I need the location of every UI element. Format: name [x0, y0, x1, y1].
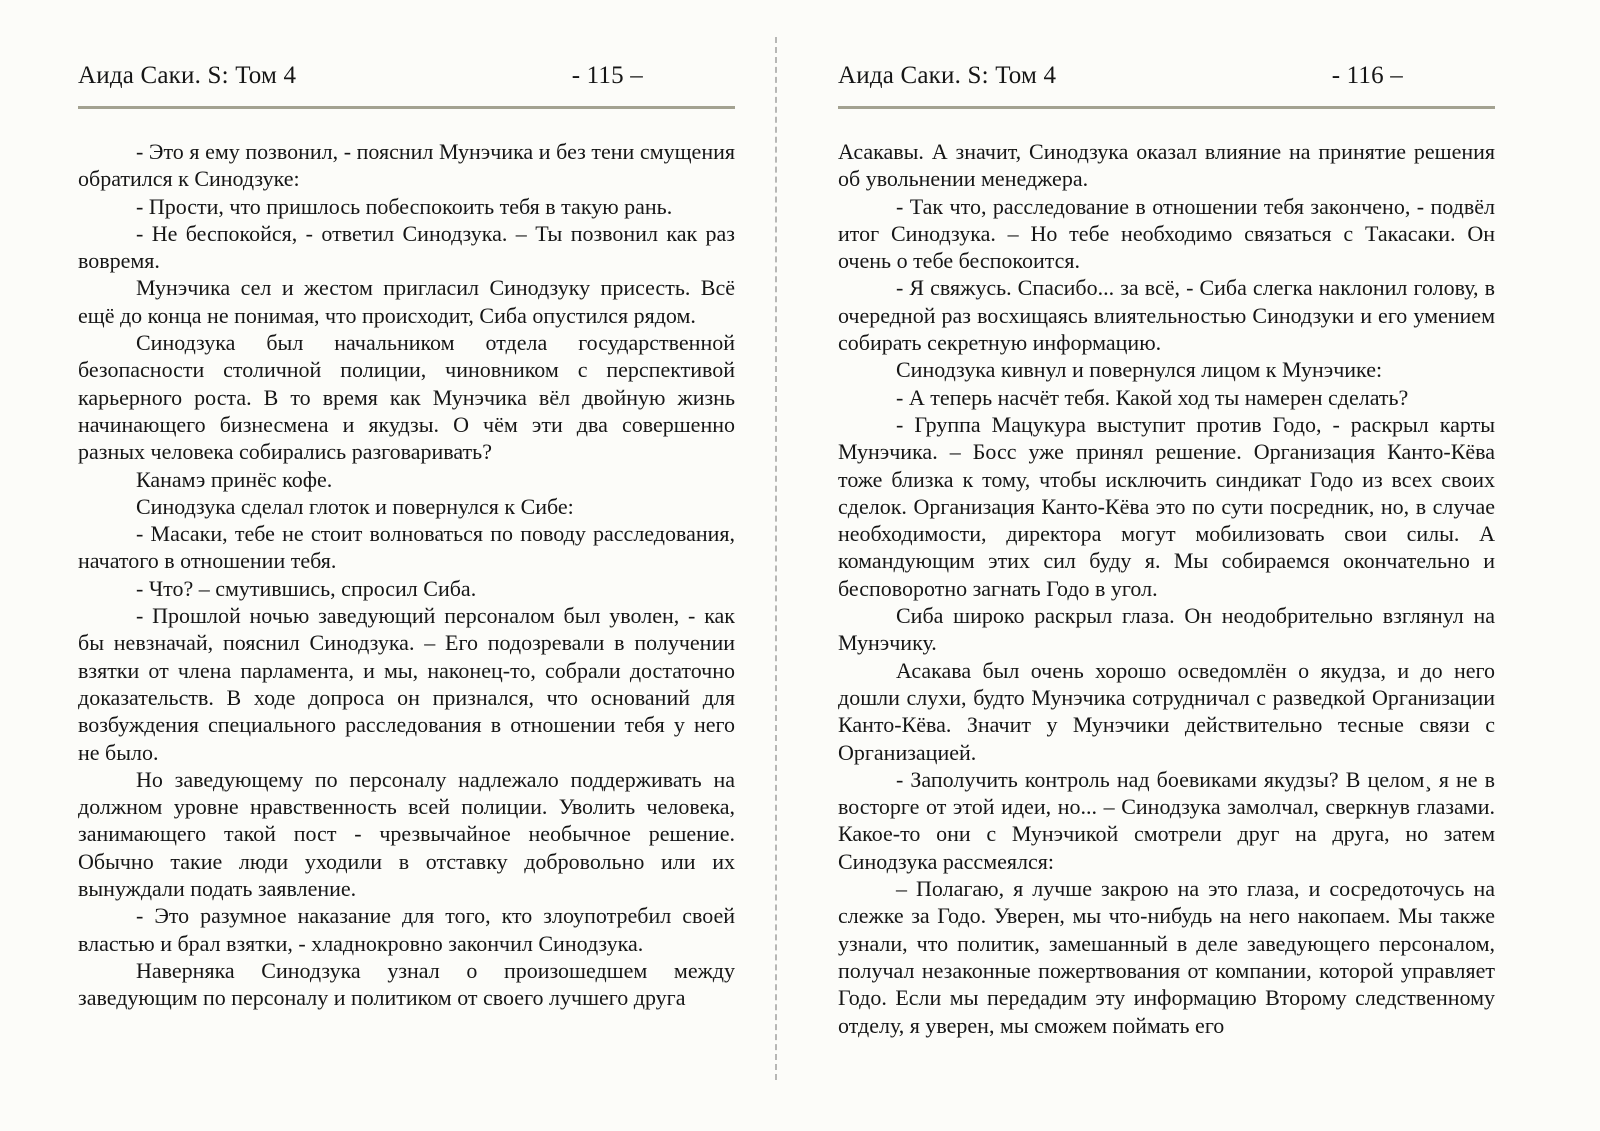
- paragraph: - Прости, что пришлось побеспокоить тебя в такую рань.: [136, 193, 673, 219]
- page-left-header: [78, 0, 735, 90]
- paragraph: - Масаки, тебе не стоит волноваться по поводу расследования, начатого в отношении тебя.: [78, 521, 735, 574]
- paragraph: - Так что, расследование в отношении тебя закончено, - подвёл итог Синодзука. – Но тебе необходимо связаться с Такасаки. Он очень о тебе беспокоится.: [838, 193, 1495, 274]
- paragraph: - Это разумное наказание для того, кто злоупотребил своей властью и брал взятки, - хладнокровно закончил Синодзука.: [78, 903, 735, 956]
- paragraph: Синодзука сделал глоток и повернулся к Сибе:: [136, 493, 574, 519]
- paragraph: - Это я ему позвонил, - пояснил Мунэчика и без тени смущения обратился к Синодзуке:: [78, 139, 735, 192]
- running-title: Аида Саки. S: Том 4: [78, 62, 297, 89]
- paragraph: - Заполучить контроль над боевиками якудзы? В целом¸ я не в восторге от этой идеи, но... – Синодзука замолчал, сверкнув глазами. Какое-то они с Мунэчикой смотрели друг на друга, но затем Синодзука рассмеялся:: [838, 766, 1495, 874]
- page-left: [78, 0, 735, 1012]
- paragraph: - Не беспокойся, - ответил Синодзука. – Ты позвонил как раз вовремя.: [78, 220, 735, 274]
- page-divider: [775, 37, 777, 1080]
- paragraph: Мунэчика сел и жестом пригласил Синодзуку присесть. Всё ещё до конца не понимая, что происходит, Сиба опустился рядом.: [78, 275, 735, 328]
- paragraph: Но заведующему по персоналу надлежало поддерживать на должном уровне нравственность всей полиции. Уволить человека, занимающего такой пост - чрезвычайное необычное решение. Обычно такие люди уходили в отставку добровольно или их вынуждали подать заявление.: [78, 766, 735, 902]
- header-rule: [838, 106, 1495, 109]
- paragraph: - Что? – смутившись, спросил Сиба.: [136, 575, 477, 601]
- paragraph: Асакава был очень хорошо осведомлён о якудза, и до него дошли слухи, будто Мунэчика сотрудничал с разведкой Организации Канто-Кёва. Значит у Мунэчики действительно тесные связи с Организацией.: [838, 657, 1495, 765]
- paragraph: – Полагаю, я лучше закрою на это глаза, и сосредоточусь на слежке за Годо. Уверен, мы что-нибудь на него накопаем. Мы также узнали, что политик, замешанный в деле заведующего персоналом, получал незаконные пожертвования от компании, которой управляет Годо. Если мы передадим эту информацию Второму следственному отделу, я уверен, мы сможем поймать его: [838, 876, 1495, 1038]
- page-right: [838, 0, 1495, 1039]
- paragraph: Канамэ принёс кофе.: [136, 466, 333, 492]
- paragraph: - Группа Мацукура выступит против Годо, - раскрыл карты Мунэчика. – Босс уже принял решение. Организация Канто-Кёва тоже близка к тому, чтобы исключить синдикат Годо из всех своих сделок. Организация Канто-Кёва это по сути посредник, но, в случае необходимости, директора могут мобилизовать свои силы. А командующим этих сил буду я. Мы собираемся окончательно и бесповоротно загнать Годо в угол.: [838, 411, 1495, 601]
- paragraph: - А теперь насчёт тебя. Какой ход ты намерен сделать?: [896, 384, 1409, 410]
- paragraph: Наверняка Синодзука узнал о произошедшем между заведующим по персоналу и политиком от своего лучшего друга: [78, 957, 735, 1011]
- paragraph: Сиба широко раскрыл глаза. Он неодобрительно взглянул на Мунэчику.: [838, 603, 1495, 656]
- paragraph: - Я свяжусь. Спасибо... за всё, - Сиба слегка наклонил голову, в очередной раз восхищаясь влиятельностью Синодзуки и его умением собирать секретную информацию.: [838, 275, 1495, 356]
- paragraph: Асакавы. А значит, Синодзука оказал влияние на принятие решения об увольнении менеджера.: [838, 139, 1495, 192]
- page-number: - 116 –: [1331, 62, 1403, 89]
- page-right-body: [838, 138, 1495, 1039]
- paragraph: - Прошлой ночью заведующий персоналом был уволен, - как бы невзначай, пояснил Синодзука. – Его подозревали в получении взятки от члена парламента, и мы, наконец-то, собрали достаточно доказательств. В ходе допроса он признался, что оснований для возбуждения специального расследования в отношении тебя у него не было.: [78, 603, 735, 765]
- header-rule: [78, 106, 735, 109]
- page-number: - 115 –: [571, 62, 643, 89]
- paragraph: Синодзука кивнул и повернулся лицом к Мунэчике:: [896, 357, 1383, 383]
- page-left-body: [78, 138, 735, 1012]
- paragraph: Синодзука был начальником отдела государственной безопасности столичной полиции, чиновником с перспективой карьерного роста. В то время как Мунэчика вёл двойную жизнь начинающего бизнесмена и якудзы. О чём эти два совершенно разных человека собирались разговаривать?: [78, 330, 735, 465]
- running-title: Аида Саки. S: Том 4: [838, 62, 1057, 89]
- page-right-header: [838, 0, 1495, 90]
